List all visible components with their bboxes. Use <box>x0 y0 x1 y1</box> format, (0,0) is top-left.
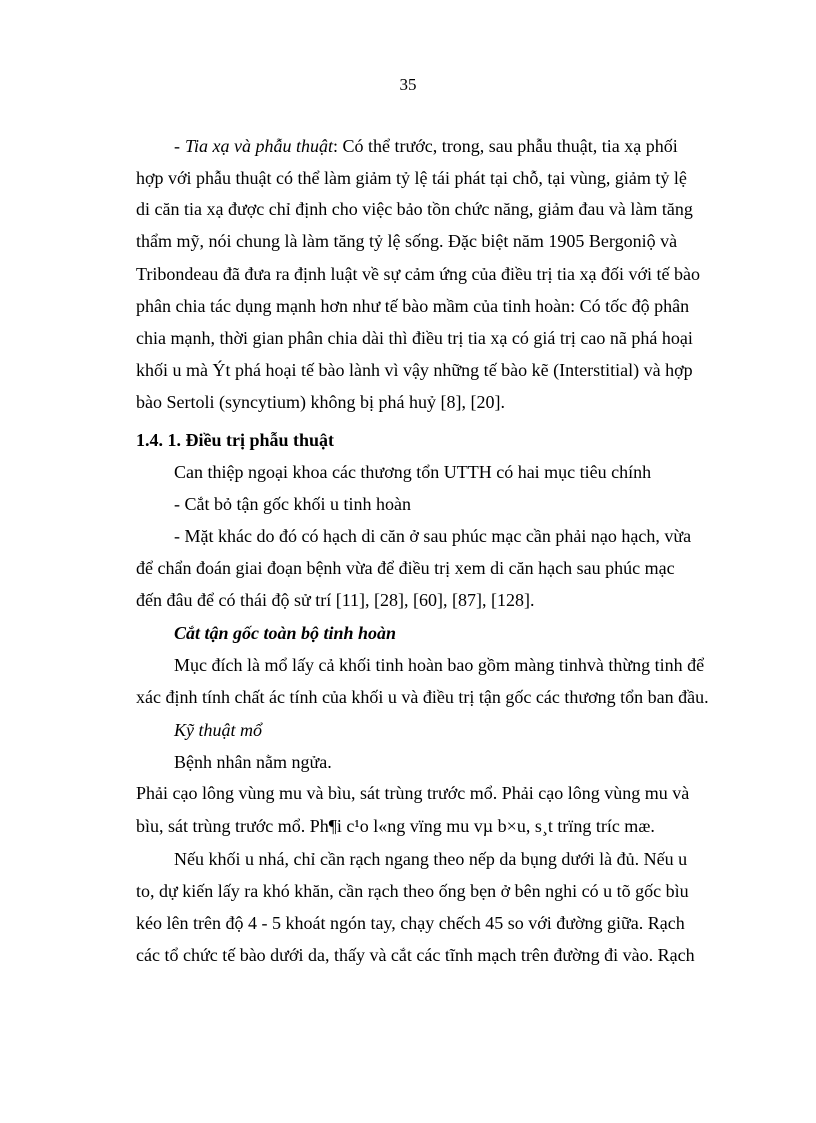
para4-line-3: bìu, sát trùng trước mổ. Ph¶i c¹o l«ng vïng mu vµ b×u, s¸t trïng tríc mæ. <box>136 816 655 836</box>
para2-line-4: để chẩn đoán giai đoạn bệnh vừa để điều trị xem di căn hạch sau phúc mạc <box>136 558 675 578</box>
para1-line-6: phân chia tác dụng mạnh hơn như tế bào mầm của tinh hoàn: Có tốc độ phân <box>136 296 690 316</box>
para5-line-3: kéo lên trên độ 4 - 5 khoát ngón tay, chạy chếch 45 so với đường giữa. Rạch <box>136 913 685 933</box>
para3-line-1: Mục đích là mổ lấy cả khối tinh hoàn bao gồm màng tinhvà thừng tinh để <box>174 655 705 675</box>
para1-line-9: bào Sertoli (syncytium) không bị phá huỷ [8], [20]. <box>136 392 505 412</box>
para1-line-1-rest: : Có thể trước, trong, sau phẫu thuật, tia xạ phối <box>333 136 678 156</box>
para1-dash: - <box>174 136 180 156</box>
para1-line-2: hợp với phẫu thuật có thể làm giảm tỷ lệ tái phát tại chỗ, tại vùng, giảm tỷ lệ <box>136 168 687 188</box>
para5-line-2: to, dự kiến lấy ra khó khăn, cần rạch theo ống bẹn ở bên nghi có u tõ gốc bìu <box>136 881 689 901</box>
para1-line-5: Tribondeau đã đưa ra định luật về sự cảm ứng của điều trị tia xạ đối với tế bào <box>136 264 700 284</box>
para2-line-2: - Cắt bỏ tận gốc khối u tinh hoàn <box>174 494 411 514</box>
page-number: 35 <box>399 75 417 94</box>
para2-line-1: Can thiệp ngoại khoa các thương tổn UTTH có hai mục tiêu chính <box>174 462 652 482</box>
para1-line-7: chia mạnh, thời gian phân chia dài thì điều trị tia xạ có giá trị cao nã phá hoại <box>136 328 693 348</box>
section-heading: 1.4. 1. Điều trị phẫu thuật <box>136 430 335 450</box>
para4-line-2: Phải cạo lông vùng mu và bìu, sát trùng trước mổ. Phải cạo lông vùng mu và <box>136 783 690 803</box>
para1-line-1 <box>174 134 741 158</box>
para1-line-4: thẩm mỹ, nói chung là làm tăng tỷ lệ sống. Đặc biệt năm 1905 Bergoniộ và <box>136 231 678 251</box>
subheading: Cắt tận gốc toàn bộ tinh hoàn <box>174 623 397 643</box>
para3-line-2: xác định tính chất ác tính của khối u và điều trị tận gốc các thương tổn ban đầu. <box>136 687 709 707</box>
technique-title: Kỹ thuật mổ <box>174 720 262 740</box>
para1-italic-title: Tia xạ và phẫu thuật <box>185 136 333 156</box>
para5-line-4: các tổ chức tế bào dưới da, thấy và cắt các tĩnh mạch trên đường đi vào. Rạch <box>136 945 695 965</box>
para2-line-3: - Mặt khác do đó có hạch di căn ở sau phúc mạc cần phải nạo hạch, vừa <box>174 526 692 546</box>
para2-line-5: đến đâu để có thái độ sử trí [11], [28], [60], [87], [128]. <box>136 590 535 610</box>
para1-line-3: di căn tia xạ được chỉ định cho việc bảo tồn chức năng, giảm đau và làm tăng <box>136 199 693 219</box>
para4-line-1: Bệnh nhân nằm ngửa. <box>174 752 332 772</box>
para1-line-8: khối u mà Ýt phá hoại tế bào lành vì vậy những tế bào kẽ (Interstitial) và hợp <box>136 360 693 380</box>
para5-line-1: Nếu khối u nhá, chỉ cần rạch ngang theo nếp da bụng dưới là đủ. Nếu u <box>174 849 688 869</box>
